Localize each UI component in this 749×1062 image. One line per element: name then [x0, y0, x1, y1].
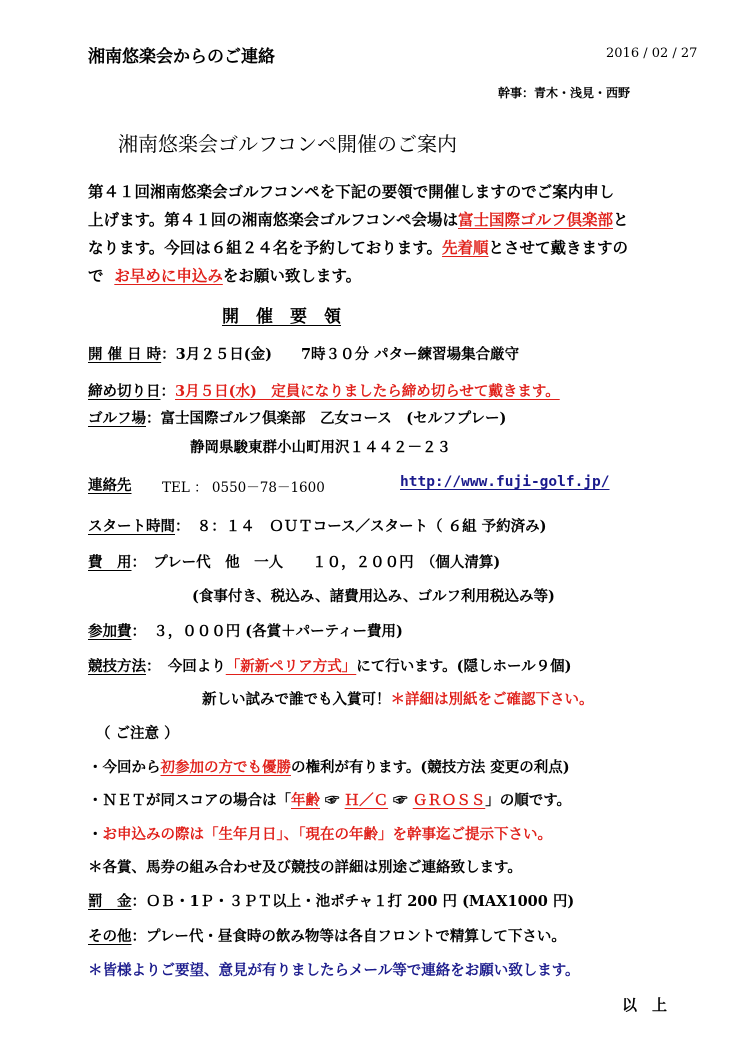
pointing-hand-icon: ☞ [320, 792, 345, 809]
note-4: ＊各賞、馬券の組み合わせ及び競技の詳細は別途ご連絡致します。 [88, 859, 522, 876]
detail-label: 競技方法 [88, 658, 146, 675]
detail-label: その他 [88, 928, 132, 945]
deadline-highlight: 3月５日(水) 定員になりましたら締め切らせて戴きます。 [175, 383, 560, 400]
intro-text: とさせて戴きますの [488, 238, 629, 257]
method-highlight: 「新新ペリア方式」 [225, 658, 357, 675]
note-text: ・今回から [88, 759, 161, 776]
note-text: ・ＮＥＴが同スコアの場合は「 [88, 792, 291, 809]
detail-value: にて行います。(隠しホール９個) [356, 658, 572, 675]
detail-cost [88, 551, 500, 572]
detail-start [88, 515, 546, 536]
detail-label: 罰 金 [88, 893, 132, 910]
pointing-hand-icon: ☞ [388, 792, 413, 809]
detail-value: ：3月２５日(金) 7時３０分 パター練習場集合厳守 [161, 346, 520, 363]
method-note-highlight: ＊詳細は別紙をご確認下さい。 [390, 691, 594, 708]
detail-value: ： 今回より [146, 658, 226, 675]
method-note-text: 新しい試みで誰でも入賞可！ [202, 691, 391, 708]
intro-text: で [88, 266, 104, 285]
note-text: の権利が有ります。(競技方法 変更の利点) [291, 759, 570, 776]
intro-text: と [613, 210, 629, 229]
contact-url-link[interactable]: http://www.fuji-golf.jp/ [400, 474, 610, 490]
detail-label: 連絡先 [88, 477, 132, 494]
detail-sep: ： [160, 383, 175, 400]
detail-course [88, 407, 506, 428]
request-note: ＊皆様よりご要望、意見が有りましたらメール等で連絡をお願い致します。 [88, 962, 580, 979]
detail-penalty [88, 890, 574, 911]
detail-label: 開 催 日 時 [88, 346, 162, 363]
detail-method [88, 655, 572, 676]
detail-label: 費 用 [88, 554, 132, 571]
note-1 [88, 756, 570, 777]
detail-label: 参加費 [88, 623, 132, 640]
note-highlight: ＧＲＯＳＳ [412, 792, 486, 809]
detail-label: スタート時間 [88, 518, 175, 535]
detail-value: ： ８：１４ ＯＵＴコース／スタート（ ６組 予約済み) [175, 518, 547, 535]
org-title: 湘南悠楽会からのご連絡 [88, 47, 275, 67]
intro-line-2 [88, 208, 629, 230]
detail-fee [88, 620, 403, 641]
apply-early-highlight: お早めに申込み [114, 266, 223, 285]
closing-mark: 以 上 [622, 996, 668, 1014]
first-come-highlight: 先着順 [442, 238, 489, 257]
page-title: 湘南悠楽会ゴルフコンペ開催のご案内 [118, 132, 457, 156]
intro-line-3 [88, 236, 628, 258]
detail-contact [88, 474, 132, 495]
detail-label: ゴルフ場 [88, 410, 146, 427]
organizers: 幹事：青木・浅見・西野 [498, 86, 631, 100]
contact-tel: TEL ： 0550－78－1600 [162, 480, 325, 496]
intro-text: 上げます。第４１回の湘南悠楽会ゴルフコンペ会場は [88, 210, 458, 229]
note-highlight: 初参加の方でも優勝 [160, 759, 291, 776]
note-highlight: 年齢 [291, 792, 320, 809]
detail-value: ：富士国際ゴルフ倶楽部 乙女コース (セルフプレー) [146, 410, 507, 427]
detail-value: ：プレー代・昼食時の飲み物等は各自フロントで精算して下さい。 [131, 928, 566, 945]
method-note [202, 688, 594, 709]
cost-note: (食事付き、税込み、諸費用込み、ゴルフ利用税込み等) [192, 588, 555, 605]
notes-heading: （ ご注意 ） [96, 725, 179, 742]
detail-value: ： プレー代 他 一人 １０，２００円 （個人清算) [131, 554, 501, 571]
intro-line-1: 第４１回湘南悠楽会ゴルフコンペを下記の要領で開催しますのでご案内申し [88, 182, 615, 201]
detail-label: 締め切り日 [88, 383, 161, 400]
detail-value: ：ＯＢ・1Ｐ・３ＰＴ以上・池ポチャ１打 200 円 (MAX1000 円) [131, 893, 575, 910]
venue-highlight: 富士国際ゴルフ倶楽部 [458, 210, 614, 229]
detail-date [88, 343, 519, 364]
note-3 [88, 823, 552, 844]
note-text: 」の順です。 [485, 792, 572, 809]
intro-text: なります。今回は６組２４名を予約しております。 [88, 238, 443, 257]
intro-line-4 [88, 264, 361, 286]
section-title: 開 催 要 領 [222, 307, 341, 327]
note-highlight: Ｈ／Ｃ [344, 792, 389, 809]
intro-text: をお願い致します。 [222, 266, 362, 285]
note-text: ・ [88, 826, 103, 843]
course-address: 静岡県駿東群小山町用沢１４４２－２３ [190, 439, 451, 456]
detail-value: ： ３，０００円 (各賞＋パーティー費用) [131, 623, 403, 640]
note-highlight: お申込みの際は「生年月日」、「現在の年齢」を幹事迄ご提示下さい。 [102, 826, 552, 843]
note-2 [88, 789, 571, 810]
detail-other [88, 925, 566, 946]
detail-deadline [88, 380, 560, 401]
document-date: 2016 / 02 / 27 [606, 46, 698, 61]
